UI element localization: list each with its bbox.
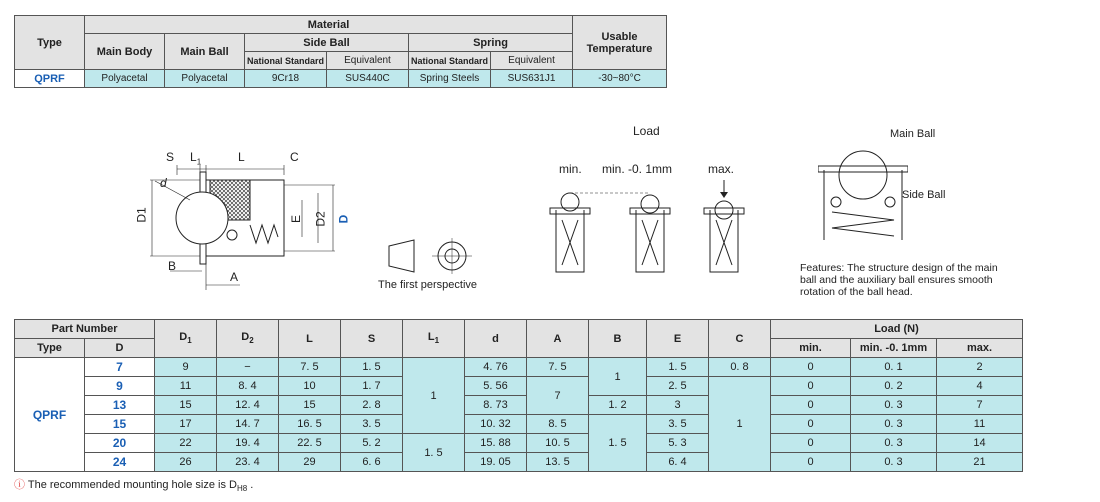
mat-temp: -30~80°C [573, 70, 667, 88]
dim-cell-D2: 14. 7 [217, 415, 279, 434]
dim-header-type: Type [15, 339, 85, 358]
dim-cell-D: 15 [85, 415, 155, 434]
dimensions-table [14, 319, 1023, 472]
dim-cell-B-merged: 1. 5 [589, 415, 647, 472]
dim-cell-D1: 11 [155, 377, 217, 396]
dim-cell-D1: 22 [155, 434, 217, 453]
dim-cell-D: 9 [85, 377, 155, 396]
mounting-note: ⓘ The recommended mounting hole size is $D_{H8}$ . [14, 479, 254, 494]
table-row [15, 358, 1023, 377]
side-ball-label: Side Ball [902, 189, 946, 201]
mat-main-body: Polyacetal [85, 70, 165, 88]
dim-cell-A: 7. 5 [527, 358, 589, 377]
mat-header-spring-ns: National Standard [409, 52, 491, 70]
dim-cell-d: 8. 73 [465, 396, 527, 415]
mat-spring-eq: SUS631J1 [491, 70, 573, 88]
dim-cell-A: 13. 5 [527, 453, 589, 472]
dim-cell-B: 1. 2 [589, 396, 647, 415]
dim-header-load-min-minus: min. -0. 1mm [851, 339, 937, 358]
dim-cell-max: 4 [937, 377, 1023, 396]
mat-header-type: Type [15, 16, 85, 70]
dim-cell-S: 1. 5 [341, 358, 403, 377]
dim-cell-min: 0 [771, 358, 851, 377]
dim-cell-L: 29 [279, 453, 341, 472]
dim-cell-S: 6. 6 [341, 453, 403, 472]
mat-type-cell: QPRF [15, 70, 85, 88]
perspective-symbol [384, 236, 474, 276]
dim-cell-min-minus: 0. 1 [851, 358, 937, 377]
dim-cell-L: 15 [279, 396, 341, 415]
dim-cell-d: 19. 05 [465, 453, 527, 472]
dim-cell-S: 2. 8 [341, 396, 403, 415]
dim-cell-D2: − [217, 358, 279, 377]
dim-cell-B-merged: 1 [589, 358, 647, 396]
dim-cell-max: 11 [937, 415, 1023, 434]
dim-cell-d: 15. 88 [465, 434, 527, 453]
dim-cell-L1-merged: 1 [403, 358, 465, 434]
dim-label-B: B [168, 259, 177, 273]
load-min: min. [559, 162, 582, 176]
dim-cell-max: 14 [937, 434, 1023, 453]
dim-cell-D1: 17 [155, 415, 217, 434]
mat-header-side-ball: Side Ball [245, 34, 409, 52]
mat-header-side-eq: Equivalent [327, 52, 409, 70]
dim-header-load-min: min. [771, 339, 851, 358]
dim-label-L: L [238, 150, 245, 164]
dim-cell-D1: 9 [155, 358, 217, 377]
dim-cell-D: 7 [85, 358, 155, 377]
dim-header-D1: $D_1$ [155, 320, 217, 358]
dim-cell-D2: 8. 4 [217, 377, 279, 396]
dim-cell-min-minus: 0. 3 [851, 434, 937, 453]
material-table [14, 15, 667, 88]
dim-cell-D: 20 [85, 434, 155, 453]
dim-header-D2: $D_2$ [217, 320, 279, 358]
mat-side-ns: 9Cr18 [245, 70, 327, 88]
dim-cell-A-merged: 7 [527, 377, 589, 415]
dim-cell-L1-merged: 1. 5 [403, 434, 465, 472]
dim-cell-d: 10. 32 [465, 415, 527, 434]
table-row [15, 396, 1023, 415]
dim-cell-L: 22. 5 [279, 434, 341, 453]
dim-header-load-max: max. [937, 339, 1023, 358]
dim-cell-D1: 15 [155, 396, 217, 415]
dim-cell-min-minus: 0. 3 [851, 396, 937, 415]
mat-header-side-ns: National Standard [245, 52, 327, 70]
dim-header-D: D [85, 339, 155, 358]
dim-cell-min: 0 [771, 377, 851, 396]
dim-cell-d: 5. 56 [465, 377, 527, 396]
dim-cell-D: 13 [85, 396, 155, 415]
dim-cell-max: 7 [937, 396, 1023, 415]
dim-label-d: d [160, 176, 167, 190]
table-row [15, 453, 1023, 472]
features-text: Features: The structure design of the main ball and the auxiliary ball ensures smooth rotation of the ball head. [800, 262, 998, 298]
mat-main-ball: Polyacetal [165, 70, 245, 88]
load-max: max. [708, 162, 735, 176]
dim-header-part-number: Part Number [15, 320, 155, 339]
dim-label-C: C [290, 150, 299, 164]
dim-cell-E: 3. 5 [647, 415, 709, 434]
dim-cell-D2: 23. 4 [217, 453, 279, 472]
dim-cell-E: 6. 4 [647, 453, 709, 472]
dim-header-L1: $L_1$ [403, 320, 465, 358]
dim-header-d: d [465, 320, 527, 358]
dim-cell-D2: 12. 4 [217, 396, 279, 415]
dim-cell-min: 0 [771, 396, 851, 415]
technical-drawing [130, 145, 370, 295]
dim-header-A: A [527, 320, 589, 358]
mat-header-main-ball: Main Ball [165, 34, 245, 70]
dim-header-E: E [647, 320, 709, 358]
dim-header-L: L [279, 320, 341, 358]
dim-cell-min: 0 [771, 415, 851, 434]
dim-cell-min: 0 [771, 434, 851, 453]
dim-cell-E: 3 [647, 396, 709, 415]
dim-cell-A: 8. 5 [527, 415, 589, 434]
dim-cell-E: 5. 3 [647, 434, 709, 453]
mat-header-main-body: Main Body [85, 34, 165, 70]
dim-type-cell: QPRF [15, 358, 85, 472]
dim-label-S: S [166, 150, 175, 164]
dim-header-C: C [709, 320, 771, 358]
dim-cell-S: 3. 5 [341, 415, 403, 434]
dim-cell-C: 0. 8 [709, 358, 771, 377]
dim-label-D2: D2 [313, 211, 328, 227]
dim-cell-L: 16. 5 [279, 415, 341, 434]
load-title: Load [633, 124, 660, 138]
dim-header-load: Load (N) [771, 320, 1023, 339]
dim-cell-d: 4. 76 [465, 358, 527, 377]
dim-cell-C-merged: 1 [709, 377, 771, 472]
warning-icon: ⓘ [14, 479, 25, 491]
dim-cell-max: 21 [937, 453, 1023, 472]
load-diagram [548, 180, 748, 275]
dim-cell-min-minus: 0. 3 [851, 453, 937, 472]
dim-label-D1: D1 [134, 207, 149, 223]
dim-label-L1: $L_1$ [190, 150, 202, 167]
dim-label-E: E [289, 214, 304, 224]
dim-cell-L: 10 [279, 377, 341, 396]
mat-header-spring-eq: Equivalent [491, 52, 573, 70]
dim-cell-min-minus: 0. 3 [851, 415, 937, 434]
dim-label-D: D [336, 214, 351, 224]
dim-cell-A: 10. 5 [527, 434, 589, 453]
dim-header-B: B [589, 320, 647, 358]
dim-cell-D2: 19. 4 [217, 434, 279, 453]
dim-cell-S: 1. 7 [341, 377, 403, 396]
perspective-label: The first perspective [378, 279, 478, 291]
dim-cell-min: 0 [771, 453, 851, 472]
dim-cell-L: 7. 5 [279, 358, 341, 377]
table-row [15, 434, 1023, 453]
dim-cell-min-minus: 0. 2 [851, 377, 937, 396]
mat-header-material: Material [85, 16, 573, 34]
dim-label-A: A [230, 270, 239, 284]
dim-cell-D: 24 [85, 453, 155, 472]
mat-header-temp: Usable Temperature [573, 16, 667, 70]
load-min-minus: min. -0. 1mm [602, 162, 673, 176]
dim-cell-D1: 26 [155, 453, 217, 472]
dim-cell-E: 2. 5 [647, 377, 709, 396]
mat-spring-ns: Spring Steels [409, 70, 491, 88]
dim-cell-max: 2 [937, 358, 1023, 377]
table-row [15, 377, 1023, 396]
ball-detail-diagram [818, 140, 908, 250]
mat-side-eq: SUS440C [327, 70, 409, 88]
mat-header-spring: Spring [409, 34, 573, 52]
dim-cell-E: 1. 5 [647, 358, 709, 377]
dim-header-S: S [341, 320, 403, 358]
dim-cell-S: 5. 2 [341, 434, 403, 453]
main-ball-label: Main Ball [890, 128, 936, 140]
table-row [15, 415, 1023, 434]
